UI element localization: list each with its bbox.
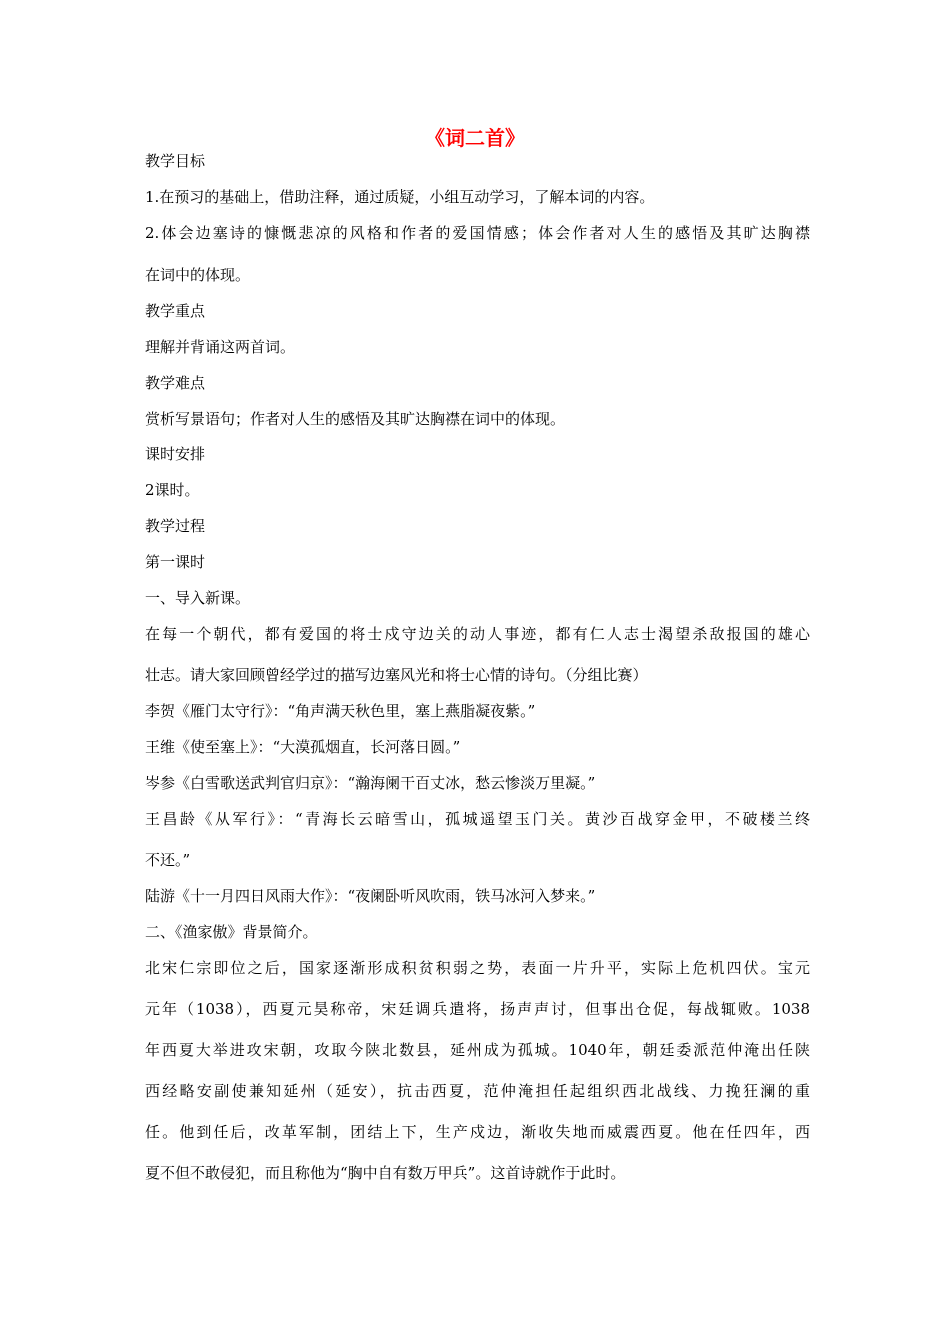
text-line: 教学难点 xyxy=(145,374,206,392)
text-line: 二、《渔家傲》背景简介。 xyxy=(145,923,318,941)
text-line: 陆游《十一月四日风雨大作》：“夜阑卧听风吹雨，铁马冰河入梦来。” xyxy=(145,887,596,905)
text-line: 课时安排 xyxy=(145,445,206,463)
text-line: 李贺《雁门太守行》：“角声满天秋色里，塞上燕脂凝夜紫。” xyxy=(145,702,536,720)
text-line: 壮志。请大家回顾曾经学过的描写边塞风光和将士心情的诗句。（分组比赛） xyxy=(145,666,648,684)
text-line: 第一课时 xyxy=(145,553,206,571)
text-line: 一、导入新课。 xyxy=(145,589,251,607)
text-line: 任。他到任后，改革军制，团结上下，生产戍边，渐收失地而威震西夏。他在任四年，西 xyxy=(145,1123,810,1141)
text-line: 在词中的体现。 xyxy=(145,266,251,284)
text-line: 教学目标 xyxy=(145,152,206,170)
text-line: 西经略安副使兼知延州（延安），抗击西夏，范仲淹担任起组织西北战线、力挽狂澜的重 xyxy=(145,1082,810,1100)
text-line: 不还。” xyxy=(145,851,191,869)
text-line: 赏析写景语句；作者对人生的感悟及其旷达胸襟在词中的体现。 xyxy=(145,410,566,428)
text-line: 夏不但不敢侵犯，而且称他为“胸中自有数万甲兵”。这首诗就作于此时。 xyxy=(145,1164,626,1182)
text-line: 北宋仁宗即位之后，国家逐渐形成积贫积弱之势，表面一片升平，实际上危机四伏。宝元 xyxy=(145,959,810,977)
text-line: 理解并背诵这两首词。 xyxy=(145,338,296,356)
text-line: 元年（1038），西夏元昊称帝，宋廷调兵遣将，扬声声讨，但事出仓促，每战辄败。1038 xyxy=(145,1000,810,1018)
text-line: 教学重点 xyxy=(145,302,206,320)
text-line: 教学过程 xyxy=(145,517,206,535)
text-line: 王维《使至塞上》：“大漠孤烟直，长河落日圆。” xyxy=(145,738,461,756)
text-line: 2课时。 xyxy=(145,481,200,499)
text-line: 王昌龄《从军行》：“青海长云暗雪山，孤城遥望玉门关。黄沙百战穿金甲，不破楼兰终 xyxy=(145,810,810,828)
text-line: 在每一个朝代，都有爱国的将士戍守边关的动人事迹，都有仁人志士渴望杀敌报国的雄心 xyxy=(145,625,810,643)
text-line: 2.体会边塞诗的慷慨悲凉的风格和作者的爱国情感；体会作者对人生的感悟及其旷达胸襟 xyxy=(145,224,810,242)
text-line: 年西夏大举进攻宋朝，攻取今陕北数县，延州成为孤城。1040年，朝廷委派范仲淹出任陕 xyxy=(145,1041,810,1059)
text-line: 岑参《白雪歌送武判官归京》：“瀚海阑干百丈冰，愁云惨淡万里凝。” xyxy=(145,774,596,792)
document-title: 《词二首》 xyxy=(425,126,525,150)
text-line: 1.在预习的基础上，借助注释，通过质疑，小组互动学习，了解本词的内容。 xyxy=(145,188,655,206)
